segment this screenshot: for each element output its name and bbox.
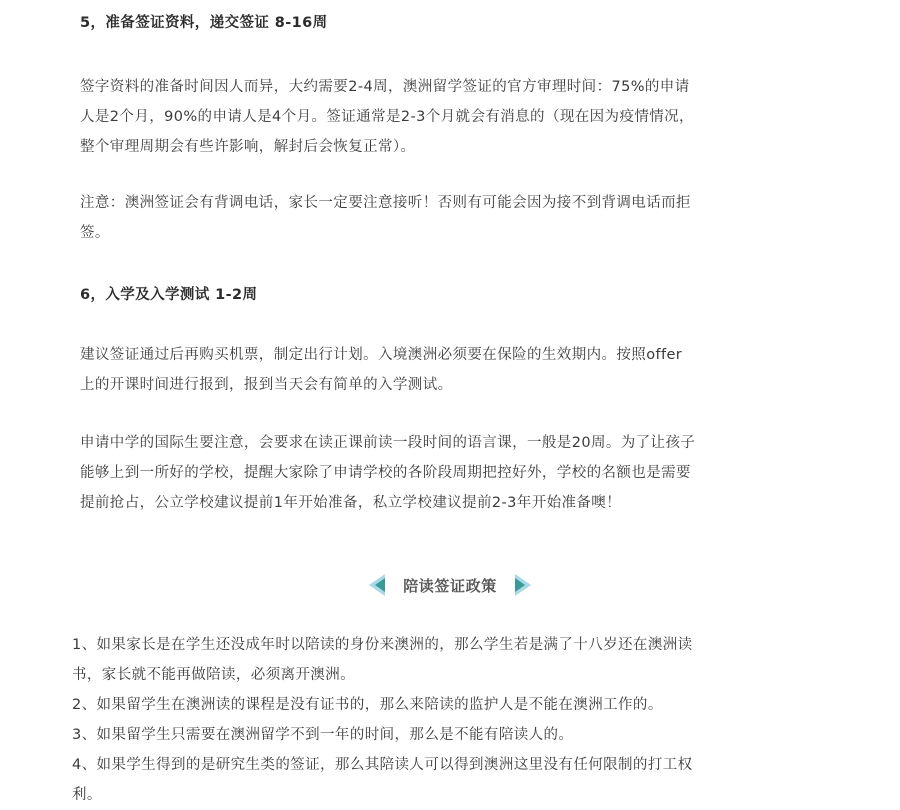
text-line: 签字资料的准备时间因人而异，大约需要2-4周，澳洲留学签证的官方审理时间：75%的申请 — [80, 79, 690, 95]
triangle-right-icon — [515, 574, 531, 596]
policy-list — [72, 630, 772, 810]
text-line: 签。 — [80, 225, 110, 241]
section-5-heading — [80, 8, 760, 38]
list-item — [72, 750, 772, 810]
text-line: 书，家长就不能再做陪读，必须离开澳洲。 — [72, 667, 356, 683]
text-line: 注意：澳洲签证会有背调电话，家长一定要注意接听！否则有可能会因为接不到背调电话而拒 — [80, 195, 691, 211]
section-5-paragraph-2 — [80, 188, 760, 248]
text-line: 上的开课时间进行报到，报到当天会有简单的入学测试。 — [80, 377, 453, 393]
text-line: 建议签证通过后再购买机票，制定出行计划。入境澳洲必须要在保险的生效期内。按照offer — [80, 347, 683, 363]
section-6-paragraph-1 — [80, 340, 760, 400]
text-line: 1、如果家长是在学生还没成年时以陪读的身份来澳洲的，那么学生若是满了十八岁还在澳洲读 — [72, 637, 693, 653]
text-line: 人是2个月，90%的申请人是4个月。签证通常是2-3个月就会有消息的（现在因为疫情情况， — [80, 109, 694, 125]
text-line: 提前抢占，公立学校建议提前1年开始准备，私立学校建议提前2-3年开始准备噢！ — [80, 495, 622, 511]
list-item — [72, 630, 772, 690]
section-title-label: 陪读签证政策 — [403, 576, 497, 595]
list-item — [72, 720, 772, 750]
text-line: 2、如果留学生在澳洲读的课程是没有证书的，那么来陪读的监护人是不能在澳洲工作的。 — [72, 697, 663, 713]
triangle-left-icon — [369, 574, 385, 596]
text-line: 4、如果学生得到的是研究生类的签证，那么其陪读人可以得到澳洲这里没有任何限制的打工权 — [72, 757, 693, 773]
text-line: 申请中学的国际生要注意，会要求在读正课前读一段时间的语言课，一般是20周。为了让孩子 — [80, 435, 696, 451]
section-6-paragraph-2 — [80, 428, 760, 518]
heading-text: 5，准备签证资料，递交签证 8-16周 — [80, 15, 328, 31]
heading-text: 6，入学及入学测试 1-2周 — [80, 287, 258, 303]
section-5-paragraph-1 — [80, 72, 760, 162]
text-line: 整个审理周期会有些许影响，解封后会恢复正常）。 — [80, 139, 416, 155]
list-item — [72, 690, 772, 720]
text-line: 能够上到一所好的学校，提醒大家除了申请学校的各阶段周期把控好外，学校的名额也是需要 — [80, 465, 691, 481]
text-line: 利。 — [72, 787, 102, 803]
policy-section-title — [0, 571, 900, 599]
text-line: 3、如果留学生只需要在澳洲留学不到一年的时间，那么是不能有陪读人的。 — [72, 727, 574, 743]
section-6-heading — [80, 280, 760, 310]
